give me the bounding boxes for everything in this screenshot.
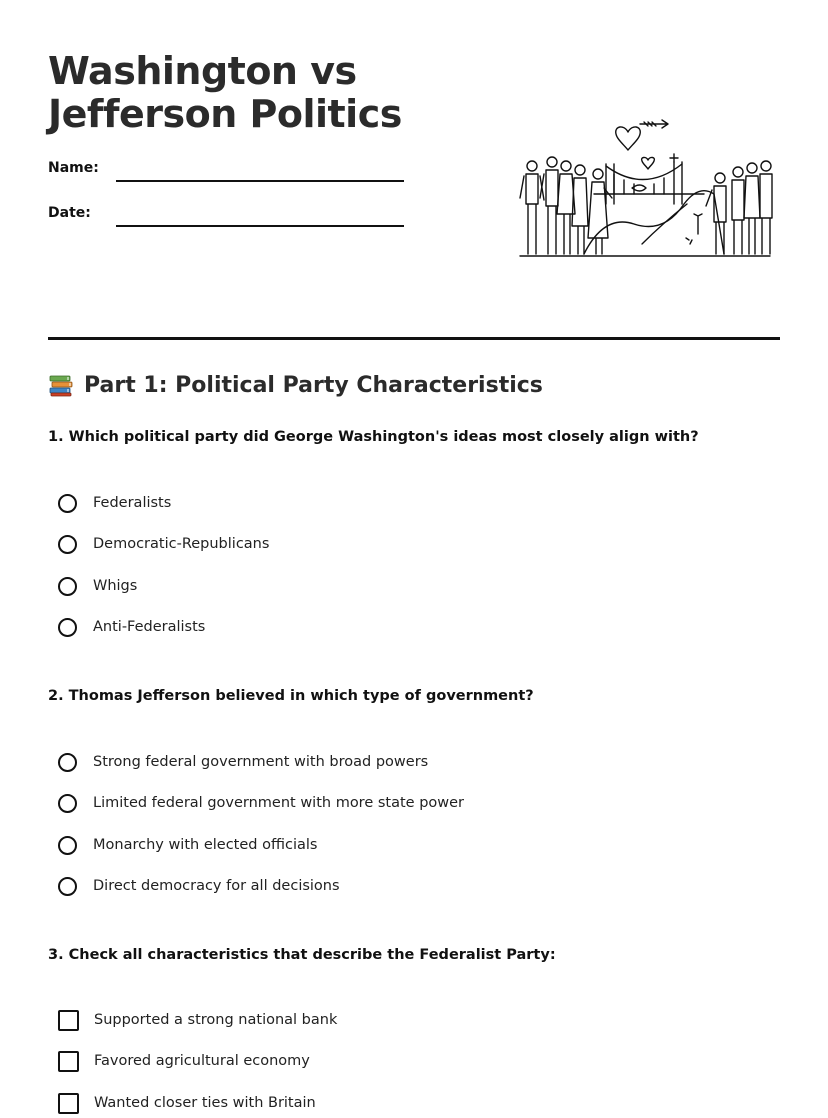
books-icon xyxy=(48,372,74,398)
radio-button[interactable] xyxy=(58,577,77,596)
people-handshake-bridge-illustration xyxy=(514,104,776,264)
checkbox[interactable] xyxy=(58,1010,79,1031)
q1-option-2[interactable] xyxy=(58,532,269,556)
small-heart-icon xyxy=(642,157,655,169)
date-field[interactable] xyxy=(116,225,404,227)
name-label: Name: xyxy=(48,160,99,176)
date-label: Date: xyxy=(48,205,91,221)
q2-option-3[interactable] xyxy=(58,833,317,857)
part1-heading-text: Part 1: Political Party Characteristics xyxy=(84,372,543,398)
q2-option-2[interactable] xyxy=(58,791,464,815)
radio-button[interactable] xyxy=(58,836,77,855)
radio-button[interactable] xyxy=(58,877,77,896)
checkbox[interactable] xyxy=(58,1051,79,1072)
q2-option-1[interactable] xyxy=(58,750,428,774)
option-label: Direct democracy for all decisions xyxy=(93,878,340,894)
radio-button[interactable] xyxy=(58,535,77,554)
question-1: 1. Which political party did George Washington's ideas most closely align with? xyxy=(48,429,699,445)
q1-option-3[interactable] xyxy=(58,574,137,598)
part1-heading xyxy=(48,372,543,398)
heart-icon xyxy=(616,127,641,150)
worksheet-title xyxy=(48,50,402,136)
radio-button[interactable] xyxy=(58,794,77,813)
option-label: Democratic-Republicans xyxy=(93,536,270,552)
section-divider xyxy=(48,337,780,340)
question-2: 2. Thomas Jefferson believed in which type of government? xyxy=(48,688,534,704)
q3-option-2[interactable] xyxy=(58,1049,310,1073)
option-label: Federalists xyxy=(93,495,172,511)
radio-button[interactable] xyxy=(58,494,77,513)
option-label: Monarchy with elected officials xyxy=(93,837,318,853)
title-line-1: Washington vs xyxy=(48,49,357,93)
q3-option-1[interactable] xyxy=(58,1008,337,1032)
q1-option-1[interactable] xyxy=(58,491,171,515)
checkbox[interactable] xyxy=(58,1093,79,1114)
option-label: Supported a strong national bank xyxy=(94,1012,338,1028)
option-label: Strong federal government with broad powers xyxy=(93,754,429,770)
q2-option-4[interactable] xyxy=(58,874,340,898)
option-label: Anti-Federalists xyxy=(93,619,206,635)
option-label: Limited federal government with more state power xyxy=(93,795,465,811)
radio-button[interactable] xyxy=(58,618,77,637)
option-label: Favored agricultural economy xyxy=(94,1053,310,1069)
q1-option-4[interactable] xyxy=(58,615,205,639)
radio-button[interactable] xyxy=(58,753,77,772)
option-label: Whigs xyxy=(93,578,138,594)
question-3: 3. Check all characteristics that describe the Federalist Party: xyxy=(48,947,556,963)
option-label: Wanted closer ties with Britain xyxy=(94,1095,316,1111)
q3-option-3[interactable] xyxy=(58,1091,316,1115)
title-line-2: Jefferson Politics xyxy=(48,92,402,136)
name-field[interactable] xyxy=(116,180,404,182)
